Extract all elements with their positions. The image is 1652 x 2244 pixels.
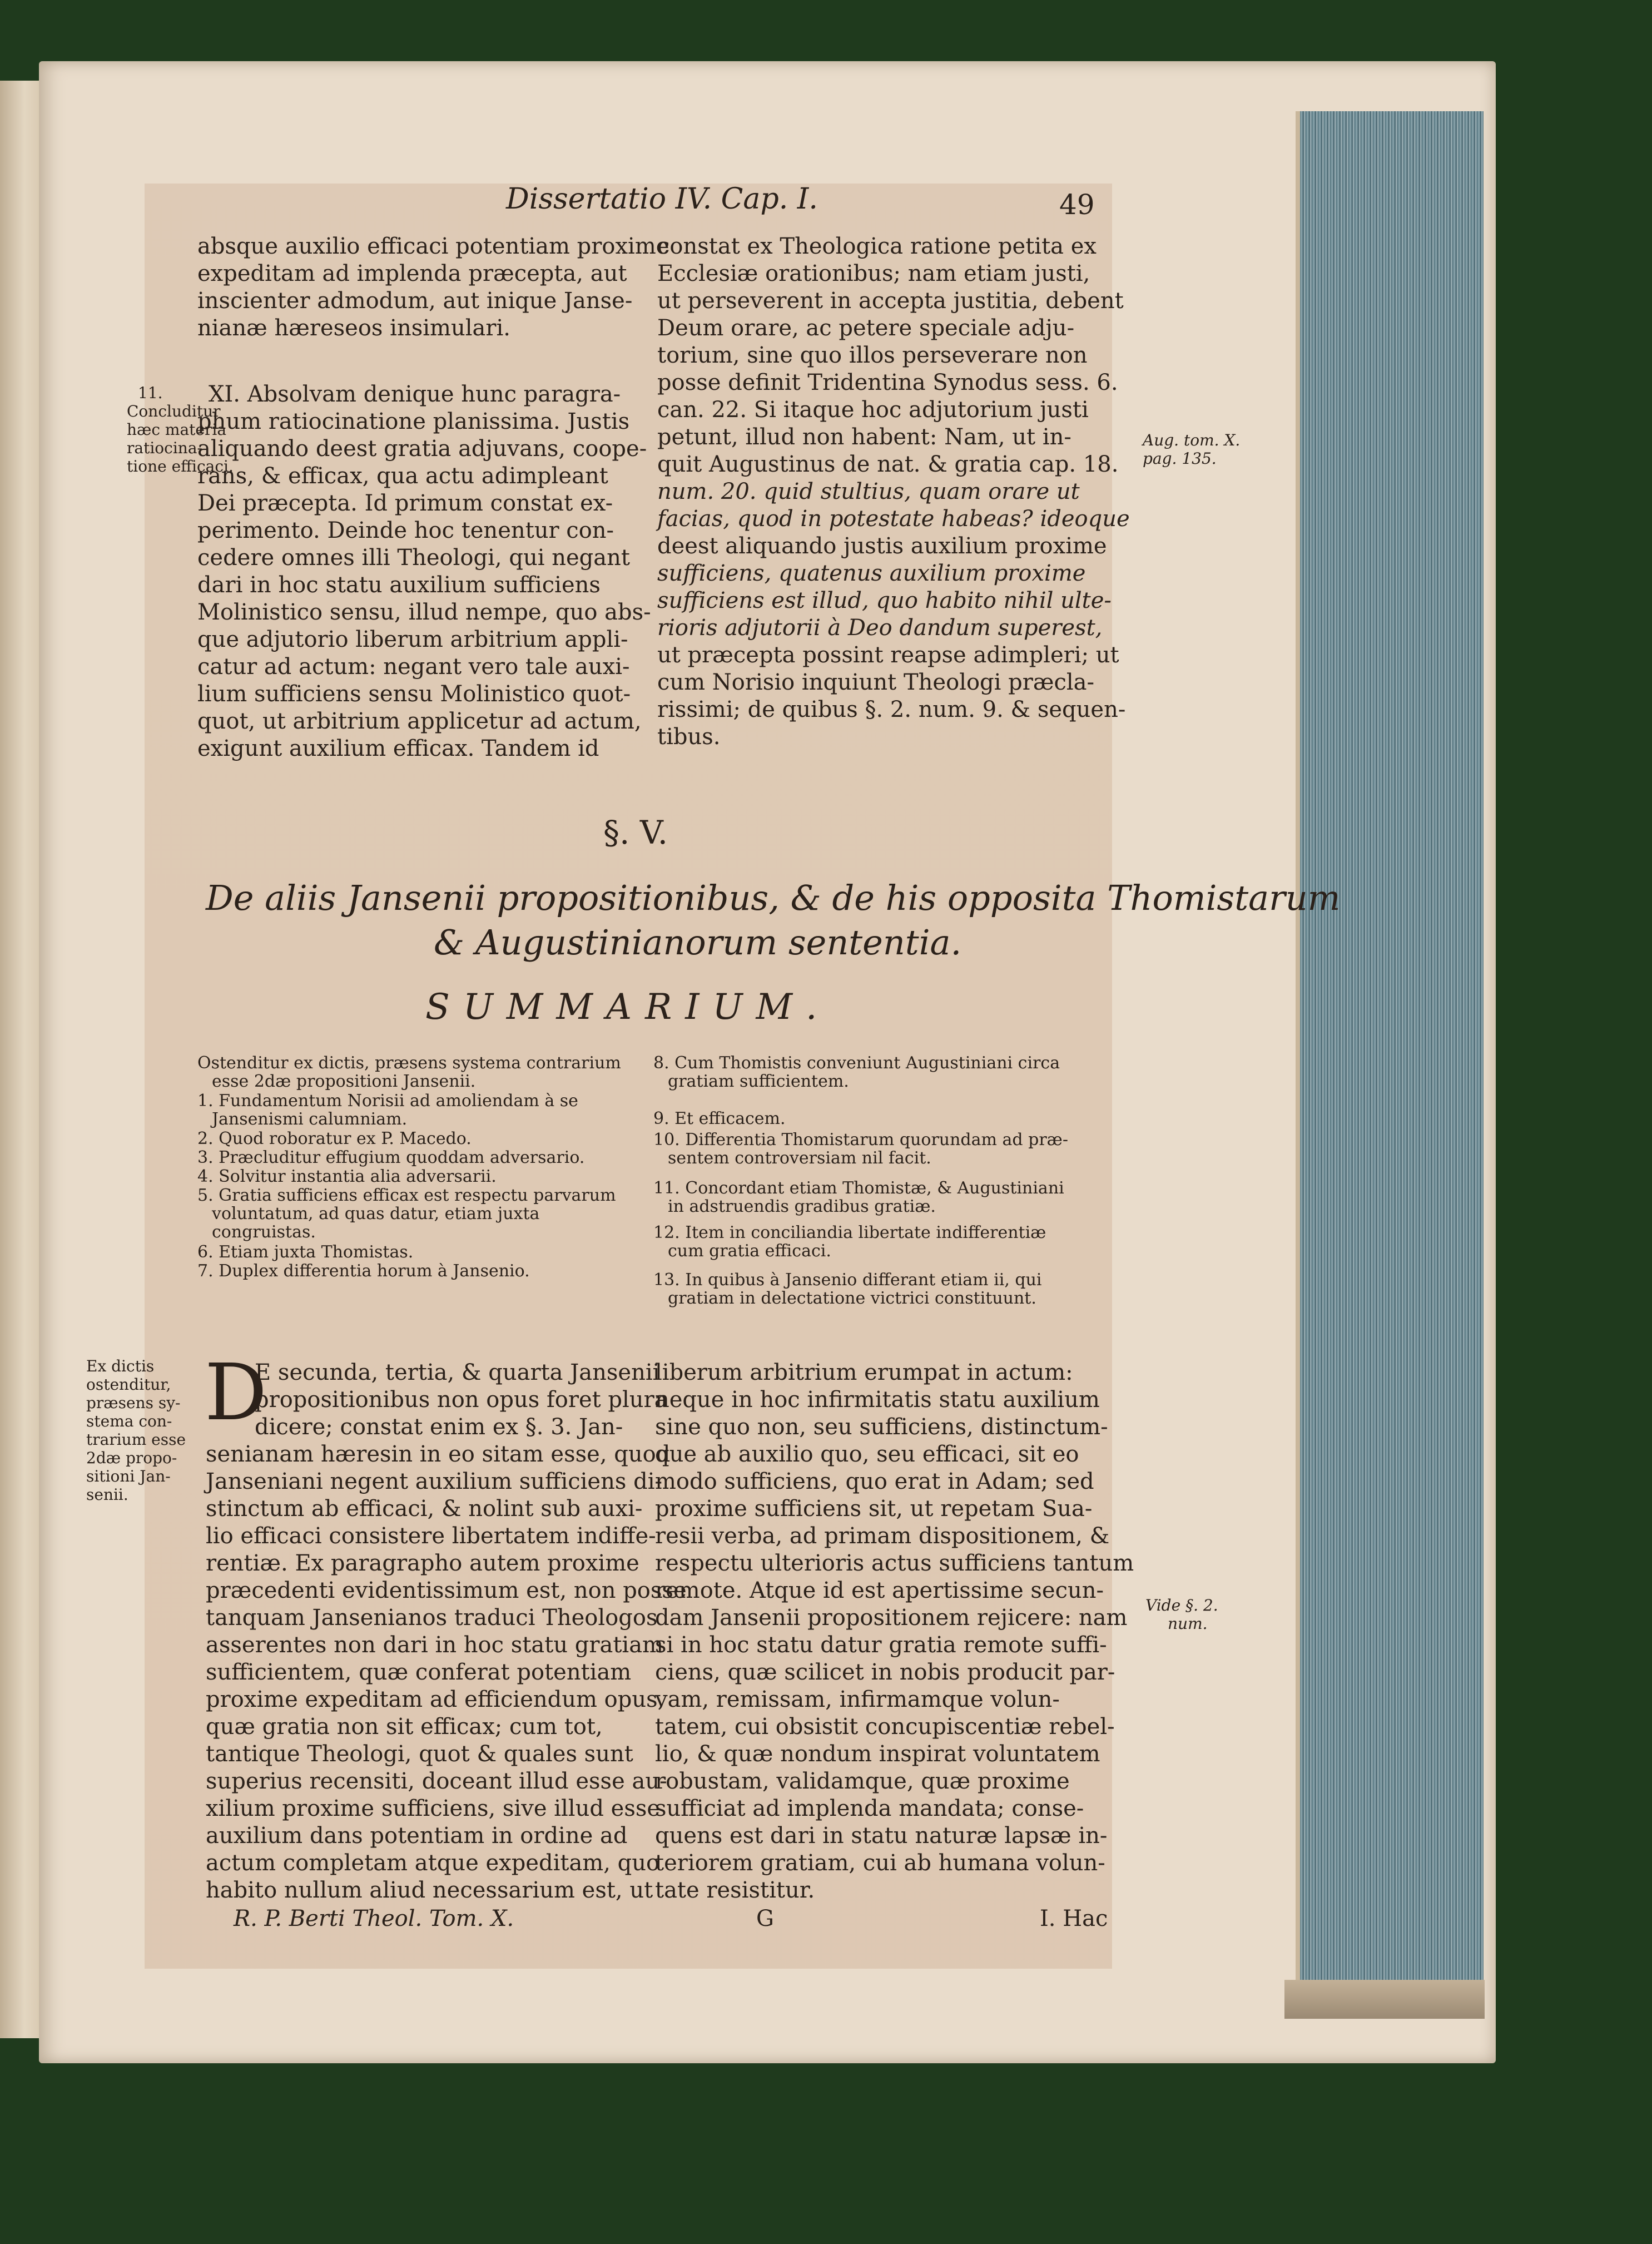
text-line: Dei præcepta. Id primum constat ex- [197, 491, 613, 516]
margin-note-line: pag. 135. [1143, 449, 1217, 468]
summary-item [653, 1054, 1060, 1091]
summary-text: 9. Et efficacem. [653, 1109, 786, 1128]
summary-text: gratiam in delectatione victrici constituunt. [668, 1289, 1036, 1308]
margin-note-line: Aug. tom. X. [1143, 431, 1241, 449]
summary-item [197, 1092, 578, 1128]
text-line: remote. Atque id est apertissime secun- [655, 1578, 1104, 1603]
page-number: 49 [1059, 189, 1095, 221]
text-line: num. 20. quid stultius, quam orare ut [657, 479, 1080, 504]
text-line: petunt, illud non habent: Nam, ut in- [657, 424, 1071, 450]
margin-note-line: sitioni Jan- [86, 1467, 171, 1485]
summary-text: 8. Cum Thomistis conveniunt Augustiniani circa [653, 1053, 1060, 1073]
text-line: respectu ulterioris actus sufficiens tantum [655, 1551, 1134, 1576]
margin-note-line: 2dæ propo- [86, 1449, 177, 1467]
text-line: xilium proxime sufficiens, sive illud esse [206, 1796, 661, 1821]
text-line: nianæ hæreseos insimulari. [197, 315, 510, 341]
text-line: posse definit Tridentina Synodus sess. 6. [657, 370, 1118, 395]
text-line: tanquam Jansenianos traduci Theologos [206, 1605, 658, 1631]
text-line: dicere; constat enim ex §. 3. Jan- [255, 1414, 623, 1440]
text-line: teriorem gratiam, cui ab humana volun- [655, 1850, 1105, 1876]
text-line: tate resistitur. [655, 1878, 815, 1903]
margin-note-line: Concluditur [127, 402, 221, 420]
text-line: inscienter admodum, aut inique Janse- [197, 288, 633, 314]
text-line: resii verba, ad primam dispositionem, & [655, 1523, 1110, 1549]
running-title: Dissertatio IV. Cap. I. [506, 182, 818, 216]
text-line: catur ad actum: negant vero tale auxi- [197, 654, 630, 680]
margin-note-line: Vide §. 2. [1145, 1596, 1218, 1614]
signature-mark: G [756, 1906, 774, 1931]
text-line: cum Norisio inquiunt Theologi præcla- [657, 670, 1095, 695]
text-line: dam Jansenii propositionem rejicere: nam [655, 1605, 1128, 1631]
summary-text: 3. Præcluditur effugium quoddam adversario. [197, 1148, 585, 1167]
margin-note-line: senii. [86, 1485, 128, 1504]
text-line: proxime sufficiens sit, ut repetam Sua- [655, 1496, 1093, 1522]
text-line: absque auxilio efficaci potentiam proxime [197, 234, 669, 259]
summary-item [197, 1054, 621, 1091]
text-line: E secunda, tertia, & quarta Jansenii [255, 1360, 660, 1385]
summary-item [653, 1109, 786, 1128]
margin-note-line: præsens sy- [86, 1394, 181, 1412]
text-line: tantique Theologi, quot & quales sunt [206, 1741, 633, 1767]
text-line: constat ex Theologica ratione petita ex [657, 234, 1097, 259]
text-line: rioris adjutorii à Deo dandum superest, [657, 615, 1103, 641]
text-line: propositionibus non opus foret plura [255, 1387, 668, 1413]
text-line: quot, ut arbitrium applicetur ad actum, [197, 709, 642, 734]
summary-text: 5. Gratia sufficiens efficax est respectu parvarum [197, 1186, 616, 1205]
summary-text: 2. Quod roboratur ex P. Macedo. [197, 1129, 472, 1148]
margin-note-reference [1143, 431, 1240, 468]
summary-text: sentem controversiam nil facit. [668, 1148, 931, 1168]
margin-note-line: ratiocina- [127, 439, 202, 457]
text-line: tibus. [657, 724, 721, 750]
text-line: sufficientem, quæ conferat potentiam [206, 1660, 632, 1685]
text-line: Molinistico sensu, illud nempe, quo abs- [197, 600, 651, 625]
section-mark: §. V. [603, 814, 668, 851]
text-line: sine quo non, seu sufficiens, distinctum- [655, 1414, 1108, 1440]
text-line: que ab auxilio quo, seu efficaci, sit eo [655, 1441, 1079, 1467]
text-line: quæ gratia non sit efficax; cum tot, [206, 1714, 603, 1740]
margin-note-line: Ex dictis [86, 1357, 155, 1375]
text-line: rissimi; de quibus §. 2. num. 9. & sequen- [657, 697, 1126, 722]
text-line: actum completam atque expeditam, quo [206, 1850, 660, 1876]
text-line: tatem, cui obsistit concupiscentiæ rebel- [655, 1714, 1115, 1740]
text-line: asserentes non dari in hoc statu gratiam [206, 1632, 663, 1658]
text-line: rentiæ. Ex paragrapho autem proxime [206, 1551, 639, 1576]
summary-item [197, 1167, 497, 1186]
summary-text: Ostenditur ex dictis, præsens systema contrarium [197, 1053, 621, 1073]
summary-text: 13. In quibus à Jansenio differant etiam ii, qui [653, 1270, 1042, 1290]
text-line: senianam hæresin in eo sitam esse, quod [206, 1441, 671, 1467]
text-line: rans, & efficax, qua actu adimpleant [197, 463, 608, 489]
left-page-edge [0, 81, 44, 2038]
text-line: ut præcepta possint reapse adimpleri; ut [657, 642, 1119, 668]
text-line: cedere omnes illi Theologi, qui negant [197, 545, 630, 571]
summary-item [197, 1243, 413, 1261]
summary-heading: SUMMARIUM. [425, 987, 831, 1028]
text-line: ut perseverent in accepta justitia, debent [657, 288, 1124, 314]
summary-item [197, 1130, 472, 1148]
summary-text: 1. Fundamentum Norisii ad amoliendam à se [197, 1091, 578, 1111]
summary-text: 12. Item in conciliandia libertate indifferentiæ [653, 1223, 1046, 1242]
text-line: lium sufficiens sensu Molinistico quot- [197, 681, 631, 707]
margin-note-line: stema con- [86, 1412, 172, 1430]
text-line: vam, remissam, infirmamque volun- [655, 1687, 1060, 1712]
margin-note-line: tione efficaci. [127, 457, 234, 475]
text-line: facias, quod in potestate habeas? ideoque [657, 506, 1130, 532]
summary-text: 4. Solvitur instantia alia adversarii. [197, 1167, 497, 1186]
text-line: Deum orare, ac petere speciale adju- [657, 315, 1075, 341]
text-line: modo sufficiens, quo erat in Adam; sed [655, 1469, 1094, 1494]
text-line: quens est dari in statu naturæ lapsæ in- [655, 1823, 1108, 1849]
margin-note-line: ostenditur, [86, 1375, 171, 1394]
text-line: Ecclesiæ orationibus; nam etiam justi, [657, 261, 1090, 286]
text-line: que adjutorio liberum arbitrium appli- [197, 627, 628, 652]
margin-note [127, 384, 234, 475]
summary-text: gratiam sufficientem. [668, 1072, 849, 1091]
summary-item [197, 1148, 584, 1167]
text-line: superius recensiti, doceant illud esse au- [206, 1769, 667, 1794]
summary-item [197, 1186, 616, 1241]
text-line: lio, & quæ nondum inspirat voluntatem [655, 1741, 1100, 1767]
summary-item [653, 1179, 1064, 1216]
text-line: phum ratiocinatione planissima. Justis [197, 409, 630, 434]
summary-text: 11. Concordant etiam Thomistæ, & Augustiniani [653, 1178, 1064, 1198]
catchword: I. Hac [1040, 1906, 1108, 1931]
summary-text: 10. Differentia Thomistarum quorundam ad præ- [653, 1130, 1069, 1150]
text-line: dari in hoc statu auxilium sufficiens [197, 572, 601, 598]
margin-note [86, 1357, 186, 1504]
text-line: lio efficaci consistere libertatem indiffe- [206, 1523, 656, 1549]
fore-edge-pages [1296, 111, 1484, 2013]
signature-note: R. P. Berti Theol. Tom. X. [234, 1906, 514, 1931]
summary-text: 6. Etiam juxta Thomistas. [197, 1242, 414, 1262]
section-title-line2: & Augustinianorum sententia. [434, 922, 962, 963]
text-line: neque in hoc infirmitatis statu auxilium [655, 1387, 1100, 1413]
summary-item [653, 1223, 1046, 1260]
text-line: deest aliquando justis auxilium proxime [657, 533, 1107, 559]
summary-text: Jansenismi calumniam. [212, 1109, 408, 1129]
summary-text: 7. Duplex differentia horum à Jansenio. [197, 1261, 530, 1281]
summary-text: cum gratia efficaci. [668, 1241, 831, 1261]
text-line: ciens, quæ scilicet in nobis producit par- [655, 1660, 1115, 1685]
margin-note-line: num. [1168, 1614, 1208, 1633]
text-line: quit Augustinus de nat. & gratia cap. 18. [657, 452, 1119, 477]
summary-item [653, 1131, 1068, 1167]
section-title-line1: De aliis Jansenii propositionibus, & de his opposita Thomistarum [206, 878, 1341, 918]
summary-text: voluntatum, ad quas datur, etiam juxta [212, 1204, 540, 1223]
margin-note-line: hæc materia [127, 420, 227, 439]
text-line: sufficiat ad implenda mandata; conse- [655, 1796, 1084, 1821]
text-line: perimento. Deinde hoc tenentur con- [197, 518, 614, 543]
text-line: Janseniani negent auxilium sufficiens di- [206, 1469, 663, 1494]
text-line: habito nullum aliud necessarium est, ut [206, 1878, 653, 1903]
text-line: torium, sine quo illos perseverare non [657, 343, 1088, 368]
text-line: stinctum ab efficaci, & nolint sub auxi- [206, 1496, 643, 1522]
summary-item [653, 1271, 1042, 1307]
text-line: exigunt auxilium efficax. Tandem id [197, 736, 599, 761]
text-line: expeditam ad implenda præcepta, aut [197, 261, 627, 286]
text-line: aliquando deest gratia adjuvans, coope- [197, 436, 647, 462]
margin-note-line: trarium esse [86, 1430, 186, 1449]
text-line: sufficiens est illud, quo habito nihil ulte- [657, 588, 1112, 613]
summary-text: congruistas. [212, 1222, 316, 1242]
summary-item [197, 1262, 530, 1280]
text-line: XI. Absolvam denique hunc paragra- [209, 382, 621, 407]
margin-note-number: 11. [138, 384, 163, 402]
summary-text: esse 2dæ propositioni Jansenii. [212, 1072, 476, 1091]
summary-text: in adstruendis gradibus gratiæ. [668, 1197, 936, 1216]
text-line: præcedenti evidentissimum est, non posse [206, 1578, 687, 1603]
text-line: liberum arbitrium erumpat in actum: [655, 1360, 1073, 1385]
text-line: si in hoc statu datur gratia remote suffi- [655, 1632, 1107, 1658]
margin-note-reference [1145, 1596, 1218, 1633]
text-line: robustam, validamque, quæ proxime [655, 1769, 1070, 1794]
text-line: auxilium dans potentiam in ordine ad [206, 1823, 628, 1849]
page-edge-bottom [1284, 1980, 1485, 2019]
text-line: sufficiens, quatenus auxilium proxime [657, 561, 1086, 586]
text-line: proxime expeditam ad efficiendum opus, [206, 1687, 665, 1712]
drop-cap: D [205, 1348, 267, 1438]
text-line: can. 22. Si itaque hoc adjutorium justi [657, 397, 1089, 423]
